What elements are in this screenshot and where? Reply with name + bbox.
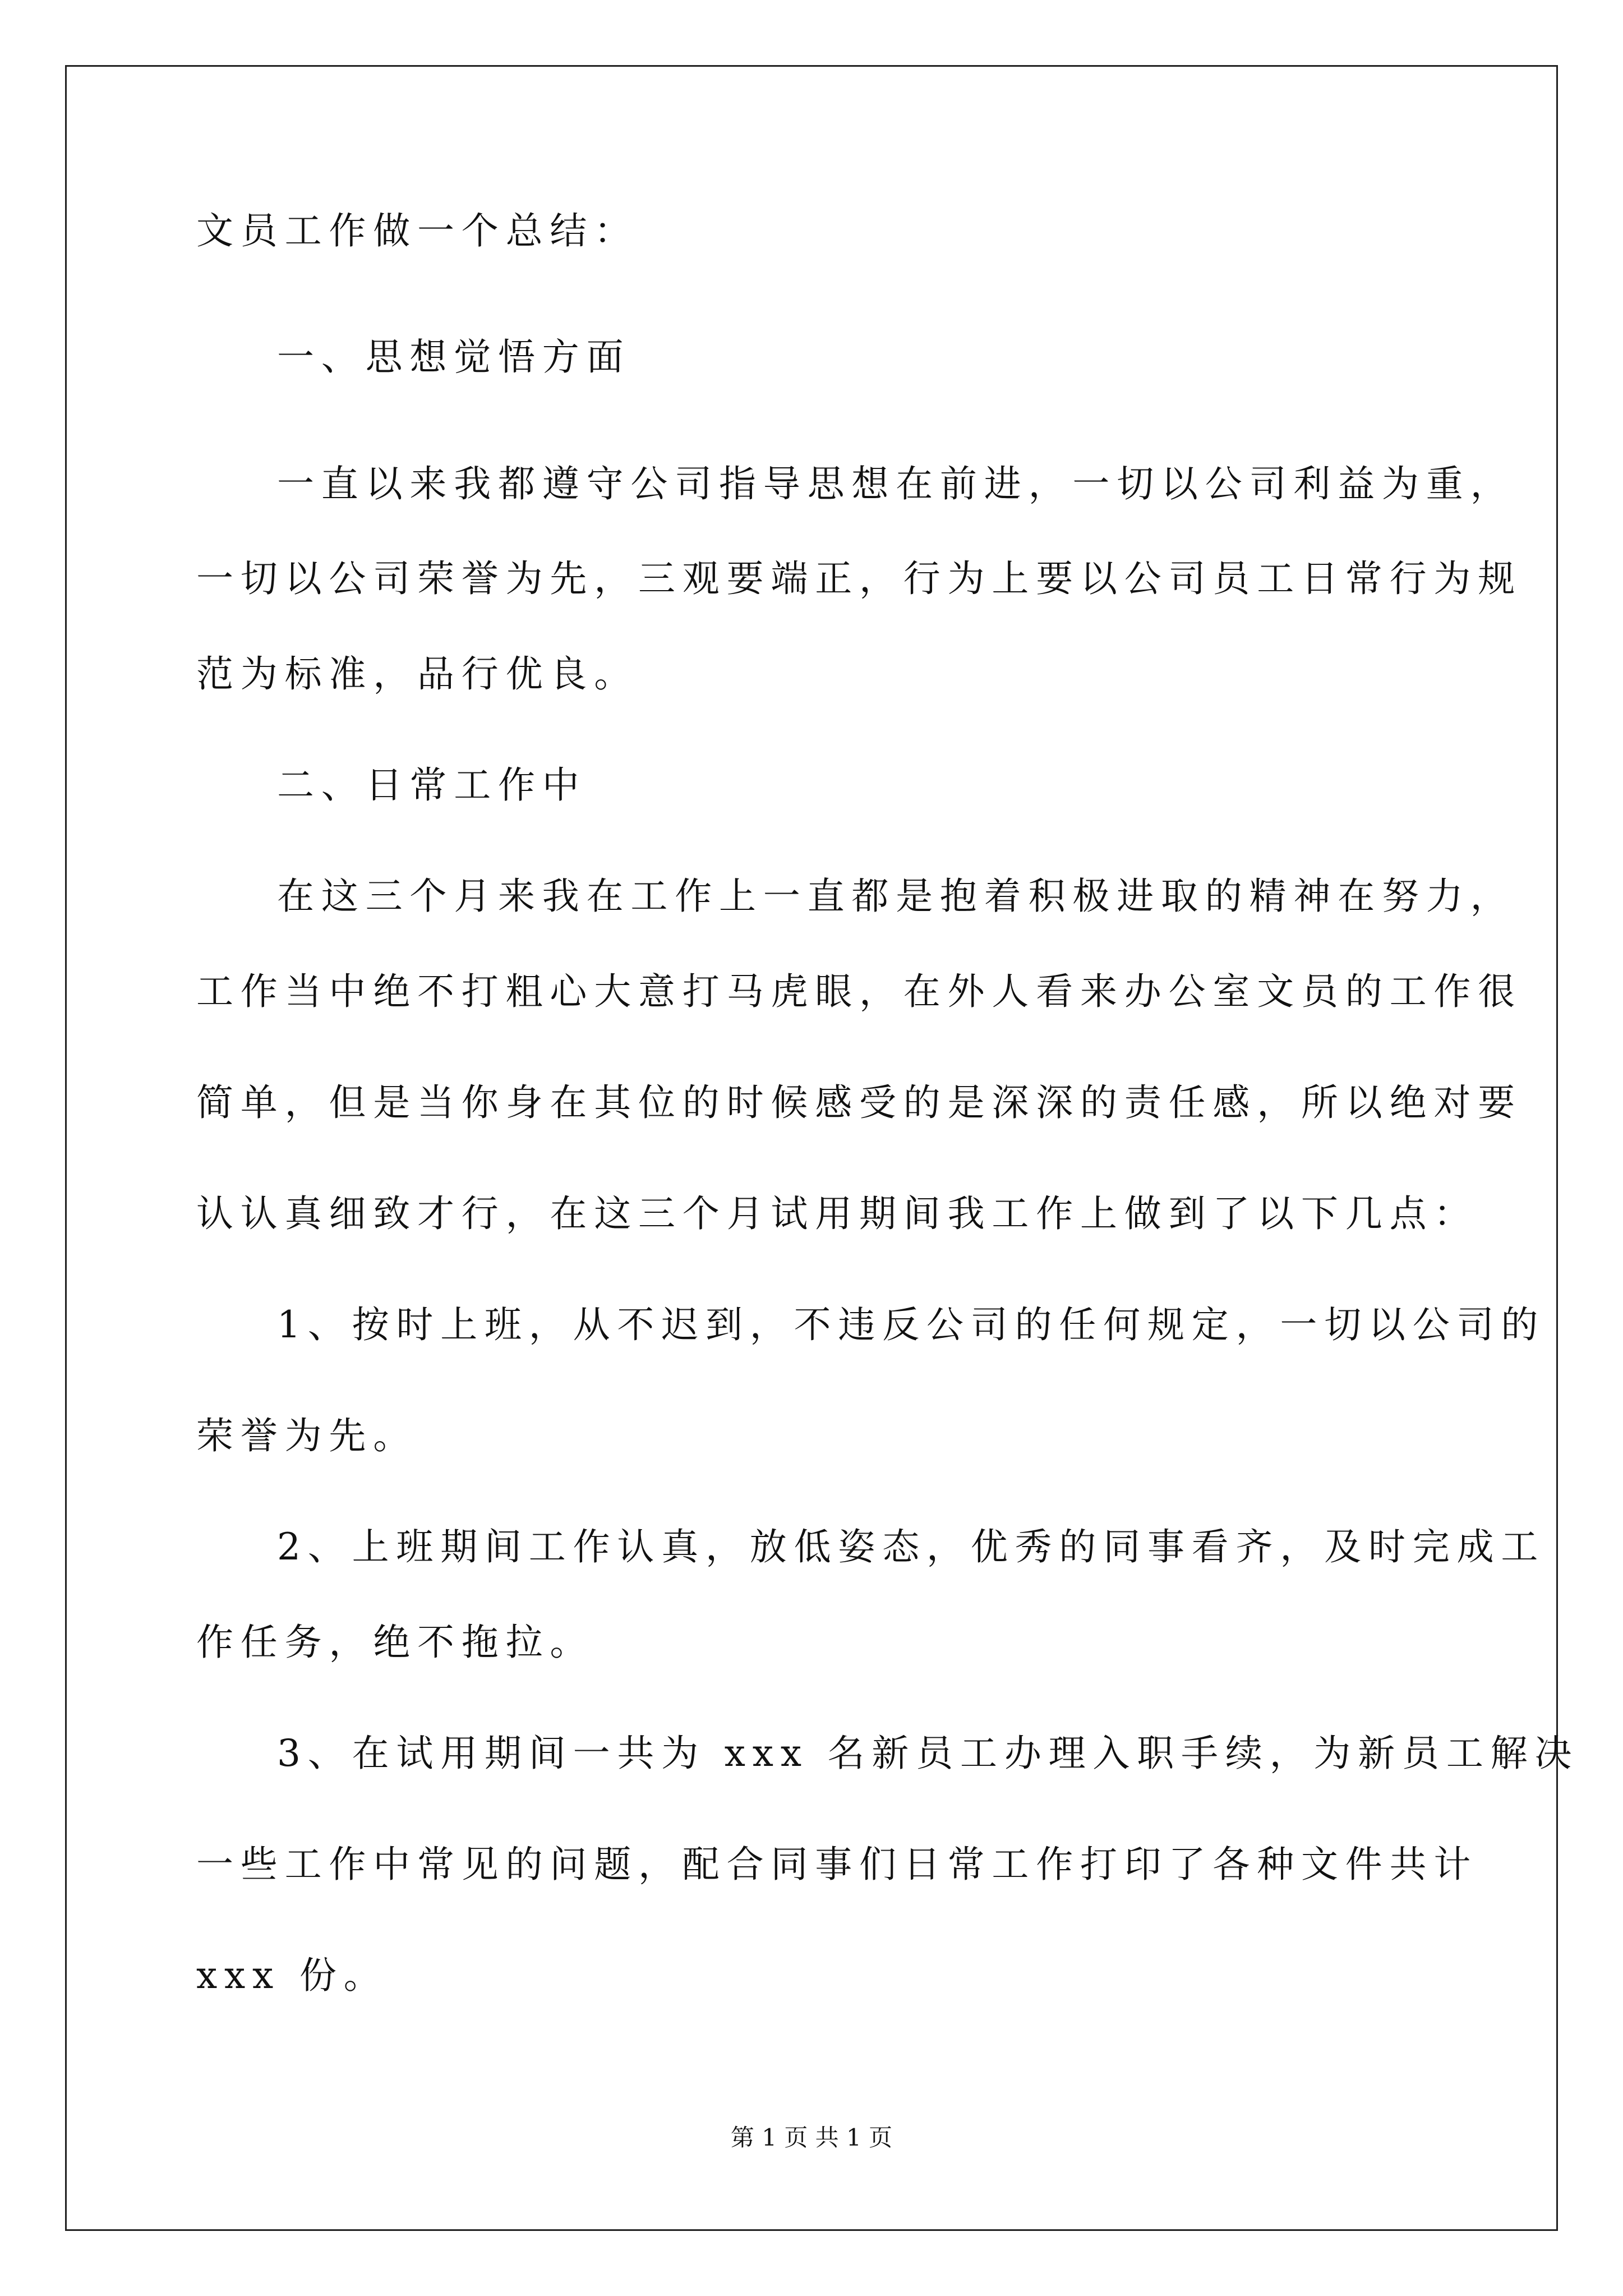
page-footer: 第 1 页 共 1 页 [730,2124,893,2151]
text-line: 文员工作做一个总结： [196,209,638,252]
list-item: 2、上班期间工作认真，放低姿态，优秀的同事看齐，及时完成工 [277,1525,1546,1568]
text-line: xxx 份。 [196,1954,388,1997]
text-line: 一直以来我都遵守公司指导思想在前进，一切以公司利益为重， [277,462,1515,505]
text-line: 荣誉为先。 [196,1414,417,1457]
text-line: 范为标准，品行优良。 [196,652,638,696]
section-heading: 二、日常工作中 [277,763,587,807]
text-line: 工作当中绝不打粗心大意打马虎眼，在外人看来办公室文员的工作很 [196,970,1522,1013]
text-line: 简单，但是当你身在其位的时候感受的是深深的责任感，所以绝对要 [196,1081,1522,1124]
page-border [65,65,1558,2231]
text-line: 认认真细致才行，在这三个月试用期间我工作上做到了以下几点： [196,1192,1478,1235]
section-heading: 一、思想觉悟方面 [277,335,631,379]
text-line: 一些工作中常见的问题，配合同事们日常工作打印了各种文件共计 [196,1843,1478,1886]
text-line: 一切以公司荣誉为先，三观要端正，行为上要以公司员工日常行为规 [196,557,1522,600]
text-line: 在这三个月来我在工作上一直都是抱着积极进取的精神在努力， [277,875,1515,918]
text-line: 作任务，绝不拖拉。 [196,1621,594,1664]
list-item: 3、在试用期间一共为 xxx 名新员工办理入职手续，为新员工解决 [277,1732,1579,1775]
list-item: 1、按时上班，从不迟到，不违反公司的任何规定，一切以公司的 [277,1303,1546,1346]
